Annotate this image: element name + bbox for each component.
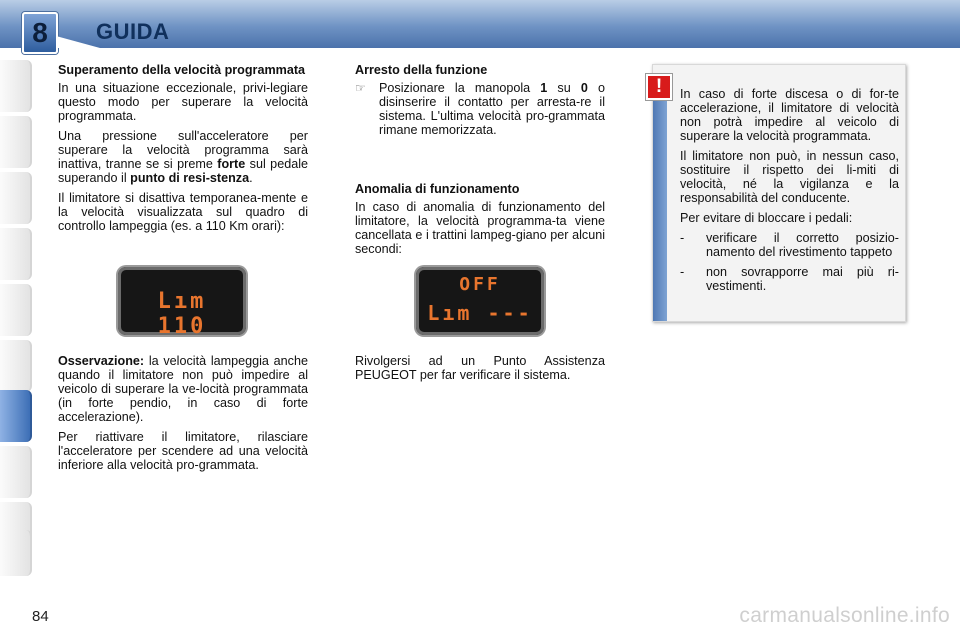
warning-paragraph-3: Per evitare di bloccare i pedali: [680,211,853,225]
paragraph-situazione: In una situazione eccezionale, privi-legiare questo modo per superare la velocità programmata. [58,81,308,123]
bullet-text [379,81,605,137]
chapter-tab-1[interactable] [0,60,32,112]
paragraph-disattiva: Il limitatore si disattiva temporanea-mente e la velocità visualizzata sul quadro di controllo lampeggia (es. a 110 Km orari): [58,191,308,233]
list-item-text: verificare il corretto posizio-namento del rivestimento tappeto [706,231,899,259]
page-title: GUIDA [96,19,170,44]
chapter-tab-6[interactable] [0,340,32,392]
paragraph-anomalia: In caso di anomalia di funzionamento del limitatore, la velocità programma-ta viene cancellata e i trattini lampeg-giano per alcuni secondi: [355,200,605,256]
text-span: o disinserire il contatto per arresta-re il sistema. L'ultima velocità pro-grammata rimane memorizzata. [379,81,605,137]
list-item [680,231,899,259]
paragraph-assistenza: Rivolgersi ad un Punto Assistenza PEUGEOT per far verificare il sistema. [355,354,605,382]
left-column-lower [58,354,308,478]
chapter-tabs [0,60,34,580]
off-display-illustration [416,267,544,335]
section-heading-anomalia: Anomalia di funzionamento [355,182,520,196]
paragraph-osservazione [58,354,308,424]
text-span: . [249,171,253,185]
header-notch [56,36,100,48]
warning-paragraph-2: Il limitatore non può, in nessun caso, sostituire il rispetto dei li-miti di velocità, né la vigilanza e la responsabilità del conducente. [680,149,899,205]
warning-strip [653,81,667,321]
text-span: Posizionare la manopola [379,81,541,95]
page-header [0,0,960,48]
pointing-hand-icon: ☞ [355,81,366,95]
text-span: Una pressione sull'acceleratore per superare la velocità programma sarà inattiva, tranne se si preme [58,129,308,171]
display-readout: Lım 110 [157,289,207,339]
chapter-tab-11[interactable] [0,530,32,576]
middle-column-anomalia [355,182,605,262]
emphasis-punto-resistenza: punto di resi-stenza [130,171,250,185]
chapter-tab-9[interactable] [0,446,32,498]
chapter-badge[interactable]: 8 [22,12,58,54]
section-heading-arresto: Arresto della funzione [355,63,488,77]
middle-column [355,63,605,137]
chapter-tab-8-active[interactable] [0,390,32,442]
chapter-tab-3[interactable] [0,172,32,224]
watermark: carmanualsonline.info [739,604,950,627]
warning-box [652,64,906,322]
emphasis-forte: forte [217,157,246,171]
chapter-tab-5[interactable] [0,284,32,336]
warning-paragraph-1: In caso di forte discesa o di for-te accelerazione, il limitatore di velocità non potrà impedire al veicolo di superare la velocità programmata. [680,87,899,143]
chapter-tab-4[interactable] [0,228,32,280]
list-dash: - [680,231,685,245]
list-item-text: non sovrapporre mai più ri-vestimenti. [706,265,899,293]
note-label: Osservazione: [58,354,145,368]
chapter-tab-2[interactable] [0,116,32,168]
warning-text [680,87,899,299]
exclamation-icon: ! [646,74,672,100]
text-span: su [547,81,581,95]
paragraph-pressione [58,129,308,185]
left-column [58,63,308,239]
note-text: la velocità lampeggia anche quando il limitatore non può impedire al veicolo di superare la ve-locità programmata (in forte pendio, in caso di forte accelerazione). [58,354,308,424]
display-readout-off: OFF [459,274,501,295]
middle-column-lower [355,354,605,388]
list-item [680,265,899,293]
paragraph-riattivare: Per riattivare il limitatore, rilasciare l'acceleratore per scendere ad una velocità inferiore alla velocità pro-grammata. [58,430,308,472]
text-span: sul pedale superando il [58,157,309,185]
bullet-arresto [355,81,605,137]
emphasis-1: 1 [540,81,548,95]
section-heading-superamento: Superamento della velocità programmata [58,63,306,77]
display-readout-dashes: Lım --- [427,301,533,325]
emphasis-0: 0 [580,81,588,95]
list-dash: - [680,265,685,279]
page-number: 84 [32,608,49,625]
speed-display-illustration [118,267,246,339]
